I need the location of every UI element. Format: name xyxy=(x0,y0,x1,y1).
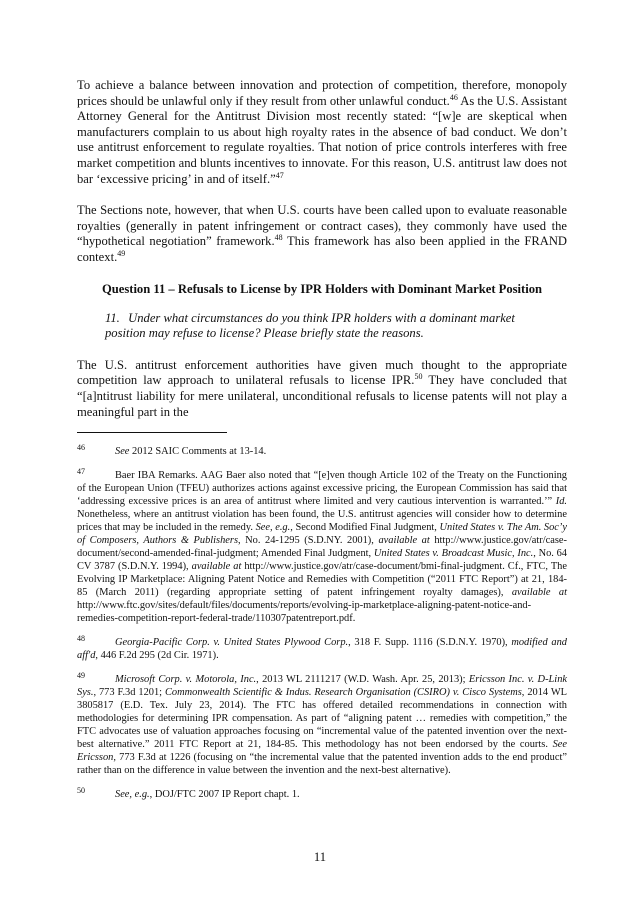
section-heading-question-11: Question 11 – Refusals to License by IPR Holders with Dominant Market Position xyxy=(101,281,543,296)
footnote-ref-48[interactable]: 48 xyxy=(274,233,283,243)
paragraph-hypothetical-negotiation: The Sections note, however, that when U.S. courts have been called upon to evaluate reasonable royalties (generally in patent infringement or contract cases), they commonly have used the “hypothetical negotiation” framework.$^{48}$ This framework has also been applied in the FRAND context.$^{49}$ xyxy=(77,203,568,264)
footnote-48: 48 Georgia-Pacific Corp. v. United States Plywood Corp., 318 F. Supp. 1116 (S.D.N.Y. 1970), modified and aff'd, 446 F.2d 295 (2d Cir. 1971). xyxy=(77,633,568,662)
question-text: Under what circumstances do you think IPR holders with a dominant market position may refuse to license? Please briefly state the reasons. xyxy=(105,310,515,341)
link-ftc-report[interactable]: http://www.ftc.gov/sites/default/files/documents/reports/evolving-ip-marketplace-aligning-patent-notice-and-remedies-competition-report-federal-trade/110307patentreport.pdf. xyxy=(77,600,532,625)
footnote-separator xyxy=(77,432,227,433)
document-page xyxy=(77,78,567,812)
page-number: 11 xyxy=(313,850,327,864)
footnote-49: 49 Microsoft Corp. v. Motorola, Inc., 2013 WL 2111217 (W.D. Wash. Apr. 25, 2013); Ericsson Inc. v. D-Link Sys., 773 F.3d 1201; Commonwealth Scientific & Indus. Research Organisation (CSIRO) v. Cisco Systems, 2014 WL 3805817 (E.D. Tex. July 23, 2014). The FTC has offered detailed recommendations in connection with methodologies for determining IPR compensation. As part of “aligning patent … remedies with competition,” the FTC advocates use of valuation approaches focusing on “incremental value of the patented invention over the next-best alternative.” 2011 FTC Report at 21, 184-85. This methodology has not been endorsed by the courts. See Ericsson, 773 F.3d at 1226 (focusing on “the incremental value that the patented invention adds to the end product” rather than on the difference in value between the invention and the next-best alternative). xyxy=(77,670,568,777)
question-number: 11. xyxy=(105,310,120,325)
footnote-ref-47[interactable]: 47 xyxy=(275,170,284,180)
footnote-46: 46 See 2012 SAIC Comments at 13-14. xyxy=(77,442,267,458)
paragraph-monopoly-prices: To achieve a balance between innovation and protection of competition, therefore, monopoly prices should be unlawful only if they result from other unlawful conduct.$^{46}$ As the U.S. Assistant Attorney General for the Antitrust Division most recently stated: “[w]e are skeptical when manufacturers complain to us about high royalty rates in the absence of bad conduct. We don’t use antitrust enforcement to regulate royalties. That notion of price controls interferes with free market competition and blunts incentives to innovate. For this reason, U.S. antitrust law does not bar ‘excessive pricing’ in and of itself.”$^{47}$ xyxy=(77,78,567,186)
question-11 xyxy=(105,311,529,342)
footnote-ref-49[interactable]: 49 xyxy=(117,248,126,258)
paragraph-refusals-to-license: The U.S. antitrust enforcement authorities have given much thought to the appropriate competition law approach to unilateral refusals to license IPR.$^{50}$ They have concluded that “[a]ntitrust liability for mere unilateral, unconditional refusals to license patents will not play a meaningful part in the xyxy=(77,357,568,419)
footnote-47: 47 Baer IBA Remarks. AAG Baer also noted that “[e]ven though Article 102 of the Treaty on the Functioning of the European Union (TFEU) authorizes actions against excessive pricing, the European Commission has said that ‘addressing excessive prices is an area of antitrust where limited and very cautious intervention is warranted.’” Id. Nonetheless, where an antitrust violation has been found, the U.S. antitrust agencies will consider how to determine prices that may be included in the remedy. See, e.g., Second Modified Final Judgment, United States v. The Am. Soc’y of Composers, Authors & Publishers, No. 24-1295 (S.D.NY. 2001), available at http://www.justice.gov/atr/case-document/second-amended-final-judgment; Amended Final Judgment, United States v. Broadcast Music, Inc., No. 64 CV 3787 (S.D.N.Y. 1994), available at http://www.justice.gov/atr/case-document/bmi-final-judgment. Cf., FTC, The Evolving IP Marketplace: Aligning Patent Notice and Remedies with Competition (“2011 FTC Report”) at 21, 184-85 (March 2011) (regarding appropriate setting of patent infringement royalty damages), available at http://www.ftc.gov/sites/default/files/documents/reports/evolving-ip-marketplace-aligning-patent-notice-and-remedies-competition-report-federal-trade/110307patentreport.pdf. xyxy=(77,466,567,625)
footnote-50: 50 See, e.g., DOJ/FTC 2007 IP Report chapt. 1. xyxy=(77,785,300,801)
link-ascap-judgment[interactable]: http://www.justice.gov/atr/case-document/second-amended-final-judgment; Amended Final Judgment, xyxy=(77,535,567,560)
footnote-ref-46[interactable]: 46 xyxy=(449,92,458,102)
link-bmi-judgment[interactable]: http://www.justice.gov/atr/case-document/bmi-final-judgment. Cf., FTC, The Evolving IP Marketplace: Aligning Patent Notice and Remedies with Competition (“2011 FTC Report”) at 21, 184-85 (March 2011) (regarding appropriate setting of patent infringement royalty damages), xyxy=(77,561,567,599)
footnote-ref-50[interactable]: 50 xyxy=(414,372,423,382)
